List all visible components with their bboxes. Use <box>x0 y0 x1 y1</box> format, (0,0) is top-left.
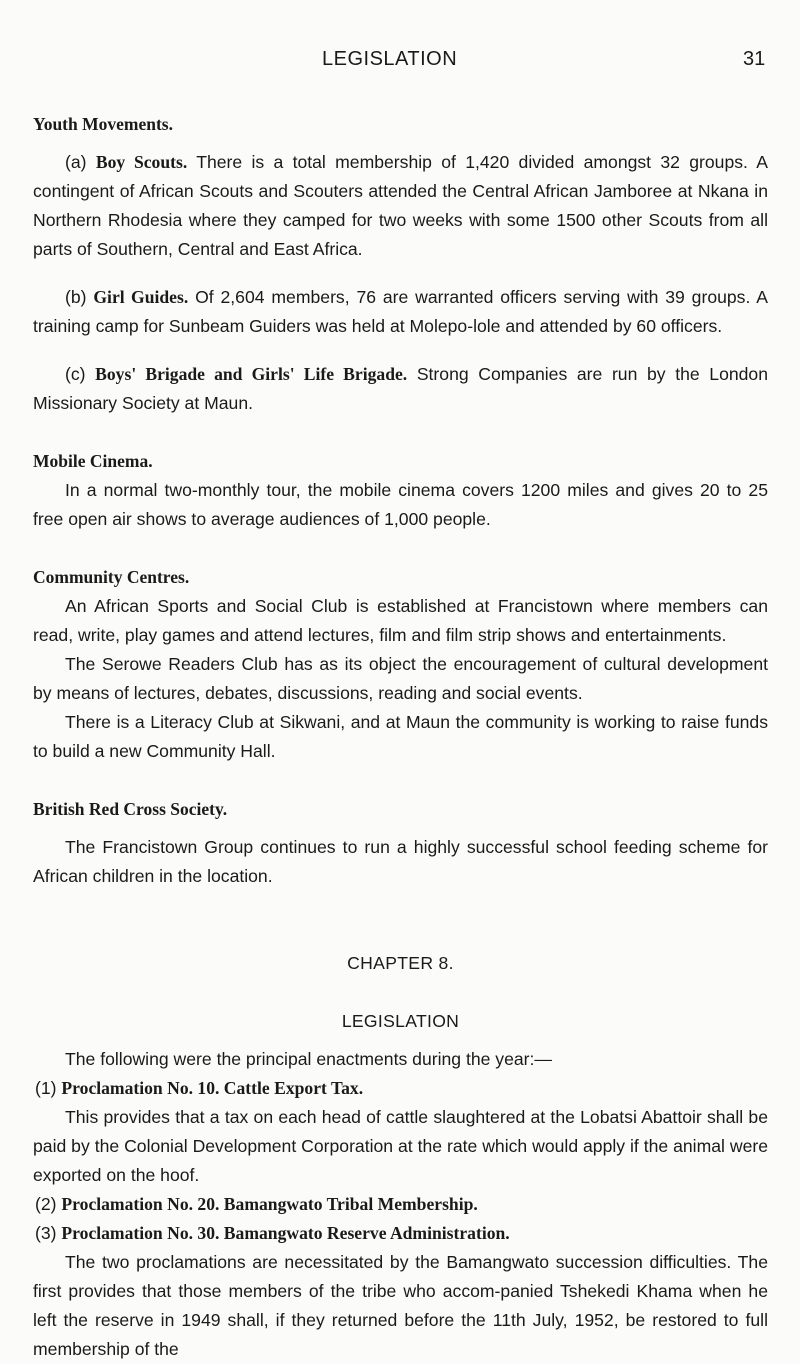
section-heading-red-cross: British Red Cross Society. <box>33 799 228 819</box>
item-label-girl-guides: Girl Guides. <box>93 287 189 307</box>
enactment-marker: (1) <box>35 1078 57 1098</box>
enactment-3-heading <box>33 1219 768 1248</box>
page-number: 31 <box>743 48 766 70</box>
enactment-marker: (2) <box>35 1194 57 1214</box>
chapter-number: CHAPTER 8. <box>347 953 454 973</box>
item-label-boy-scouts: Boy Scouts. <box>95 152 188 172</box>
enactment-marker: (3) <box>35 1223 57 1243</box>
item-marker: (b) <box>65 287 87 307</box>
section-heading-youth-movements: Youth Movements. <box>33 114 173 134</box>
item-marker: (c) <box>65 364 86 384</box>
paragraph-boy-scouts <box>33 148 768 264</box>
paragraph-sports-club: An African Sports and Social Club is established at Francistown where members can read, write, play games and attend lectures, film and film strip shows and entertainments. <box>33 596 768 645</box>
page-body <box>33 110 768 1364</box>
paragraph-mobile-cinema: In a normal two-monthly tour, the mobile cinema covers 1200 miles and gives 20 to 25 free open air shows to average audiences of 1,000 people. <box>33 480 768 529</box>
item-marker: (a) <box>65 152 87 172</box>
enactment-title: Proclamation No. 20. Bamangwato Tribal Membership. <box>61 1194 478 1214</box>
enactment-title: Proclamation No. 10. Cattle Export Tax. <box>61 1078 364 1098</box>
paragraph-brigades <box>33 360 768 418</box>
section-heading-community-centres: Community Centres. <box>33 567 190 587</box>
running-header <box>0 48 800 78</box>
item-text: Strong Companies are run by the London Missionary Society at Maun. <box>33 364 768 413</box>
chapter-title: LEGISLATION <box>341 1011 460 1031</box>
enactment-2-heading <box>33 1190 768 1219</box>
paragraph-girl-guides <box>33 283 768 341</box>
paragraph-literacy-club: There is a Literacy Club at Sikwani, and at Maun the community is working to raise funds to build a new Community Hall. <box>33 712 768 761</box>
enactment-title: Proclamation No. 30. Bamangwato Reserve Administration. <box>61 1223 510 1243</box>
enactment-1-heading <box>33 1074 768 1103</box>
item-text: Of 2,604 members, 76 are warranted officers serving with 39 groups. A training camp for Sunbeam Guiders was held at Molepo-lole and attended by 60 officers. <box>33 287 768 336</box>
paragraph-legislation-intro: The following were the principal enactments during the year:— <box>65 1049 553 1069</box>
paragraph-enactment-1: This provides that a tax on each head of cattle slaughtered at the Lobatsi Abattoir shall be paid by the Colonial Development Corporation at the rate which would apply if the animal were exported on the hoof. <box>33 1107 768 1185</box>
section-heading-mobile-cinema: Mobile Cinema. <box>33 451 153 471</box>
paragraph-readers-club: The Serowe Readers Club has as its object the encouragement of cultural development by means of lectures, debates, discussions, reading and social events. <box>33 654 768 703</box>
item-text: There is a total membership of 1,420 divided amongst 32 groups. A contingent of African Scouts and Scouters attended the Central African Jamboree at Nkana in Northern Rhodesia where they camped for two weeks with some 1500 other Scouts from all parts of Southern, Central and East Africa. <box>33 152 768 259</box>
running-title: LEGISLATION <box>322 48 458 70</box>
paragraph-red-cross: The Francistown Group continues to run a highly successful school feeding scheme for African children in the location. <box>33 837 768 886</box>
item-label-brigades: Boys' Brigade and Girls' Life Brigade. <box>95 364 408 384</box>
paragraph-enactment-3: The two proclamations are necessitated by the Bamangwato succession difficulties. The first provides that those members of the tribe who accom-panied Tshekedi Khama when he left the reserve in 1949 shall, if they returned before the 11th July, 1952, be restored to full membership of the <box>33 1252 768 1359</box>
